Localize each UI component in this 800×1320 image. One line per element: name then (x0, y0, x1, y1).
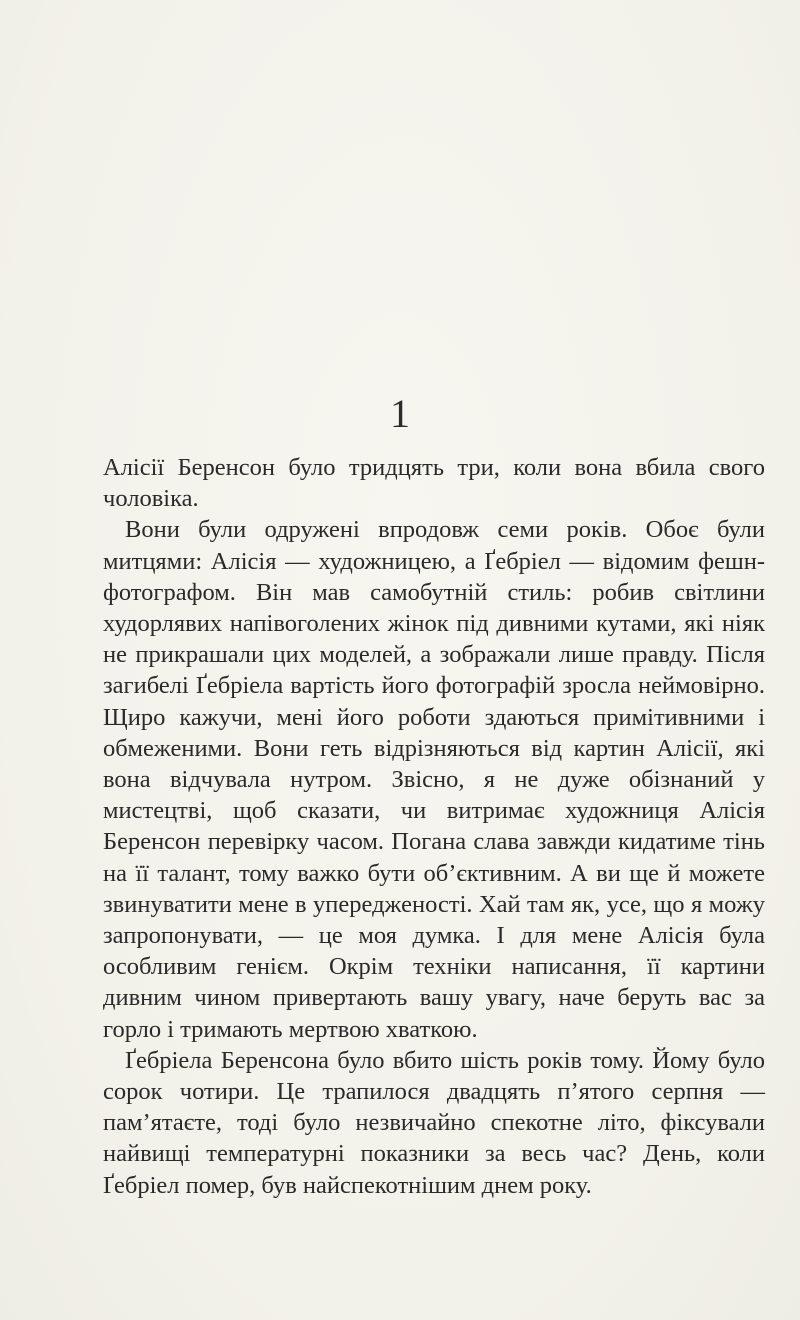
chapter-number: 1 (390, 391, 410, 436)
paragraph: Алісії Беренсон було тридцять три, коли вона вбила свого чоловіка. (103, 454, 765, 513)
chapter-body (103, 452, 765, 1201)
paragraph: Вони були одружені впродовж семи років. Обоє були митцями: Алісія — художницею, а Ґебріел — відомим фешн-фотографом. Він мав самобутній стиль: робив світлини худорлявих напівоголених жінок під дивними кутами, які ніяк не прикрашали цих моделей, а зображали лише правду. Після загибелі Ґебріела вартість його фотографій зросла неймовірно. Щиро кажучи, мені його роботи здаються примітивними і обмеженими. Вони геть відрізняються від картин Алісії, які вона відчувала нутром. Звісно, я не дуже обізнаний у мистецтві, щоб сказати, чи витримає художниця Алісія Беренсон перевірку часом. Погана слава завжди кидатиме тінь на її талант, тому важко бути об’єктивним. А ви ще й можете звинуватити мене в упередженості. Хай там як, усе, що я можу запропонувати, — це моя думка. І для мене Алісія була особливим генієм. Окрім техніки написання, її картини дивним чином привертають вашу увагу, наче беруть вас за горло і тримають мертвою хваткою. (103, 516, 765, 1043)
paragraph: Ґебріела Беренсона було вбито шість років тому. Йому було сорок чотири. Це трапилося двадцять п’ятого серпня — пам’ятаєте, тоді було незвичайно спекотне літо, фіксували найвищі температурні показники за весь час? День, коли Ґебріел помер, був найспекотнішим днем року. (103, 1046, 765, 1199)
